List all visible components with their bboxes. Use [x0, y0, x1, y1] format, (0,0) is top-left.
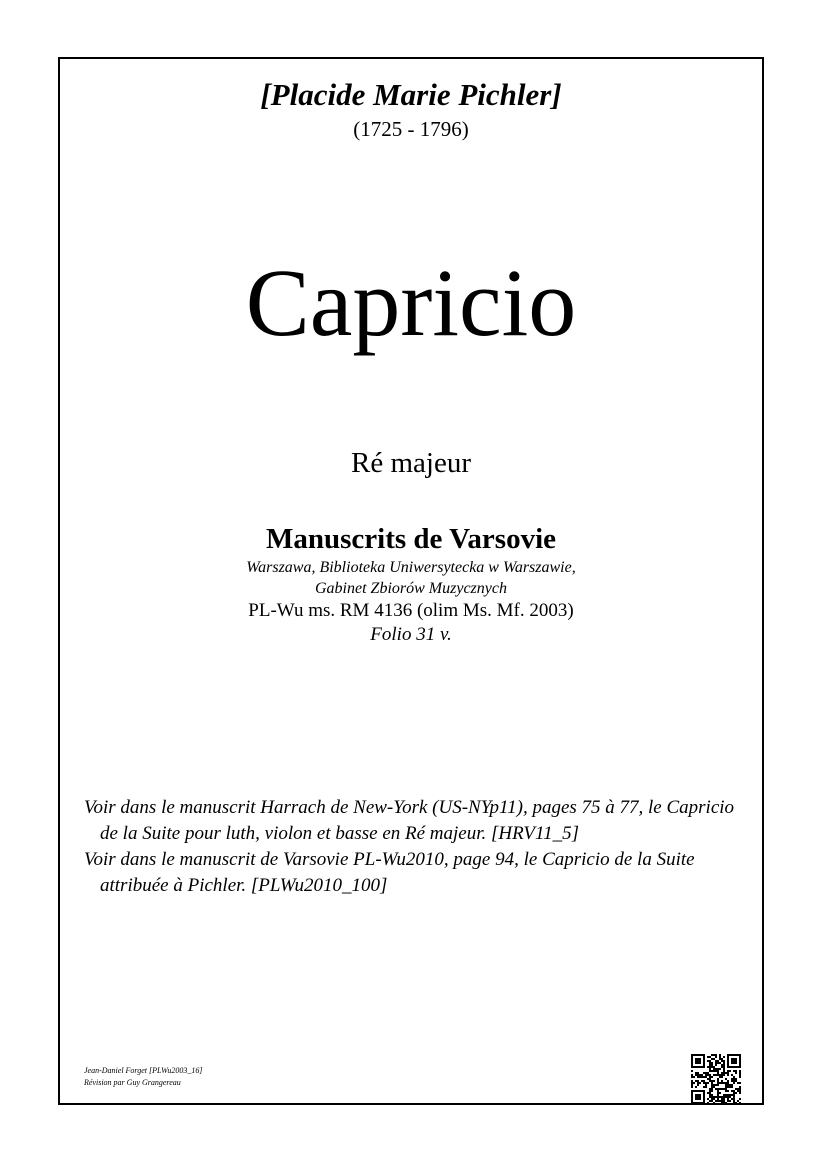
revision-credit: Révision par Guy Grangereau — [84, 1078, 181, 1087]
editor-credit: Jean-Daniel Forget [PLWu2003_16] — [84, 1066, 203, 1075]
source-block — [60, 521, 762, 647]
page-frame — [58, 57, 764, 1105]
work-key: Ré majeur — [351, 447, 471, 479]
note-varsovie: Voir dans le manuscrit de Varsovie PL-Wu2010, page 94, le Capricio de la Suite attribuée à Pichler. [PLWu2010_100] — [84, 849, 695, 896]
library-line-2: Gabinet Zbiorów Muzycznych — [315, 580, 507, 597]
notes — [84, 795, 754, 899]
composer-name: [Placide Marie Pichler] — [260, 77, 562, 112]
shelfmark: PL-Wu ms. RM 4136 (olim Ms. Mf. 2003) — [248, 600, 574, 621]
work-title: Capricio — [245, 249, 577, 356]
qr-code-icon — [691, 1054, 741, 1104]
credits — [84, 1065, 203, 1089]
note-harrach: Voir dans le manuscrit Harrach de New-York (US-NYp11), pages 75 à 77, le Capricio de la Suite pour luth, violon et basse en Ré majeur. [HRV11_5] — [84, 797, 735, 844]
composer-dates: (1725 - 1796) — [353, 117, 469, 141]
folio: Folio 31 v. — [370, 624, 452, 645]
library-line-1: Warszawa, Biblioteka Uniwersytecka w Warszawie, — [246, 559, 576, 576]
source-title: Manuscrits de Varsovie — [266, 523, 556, 555]
